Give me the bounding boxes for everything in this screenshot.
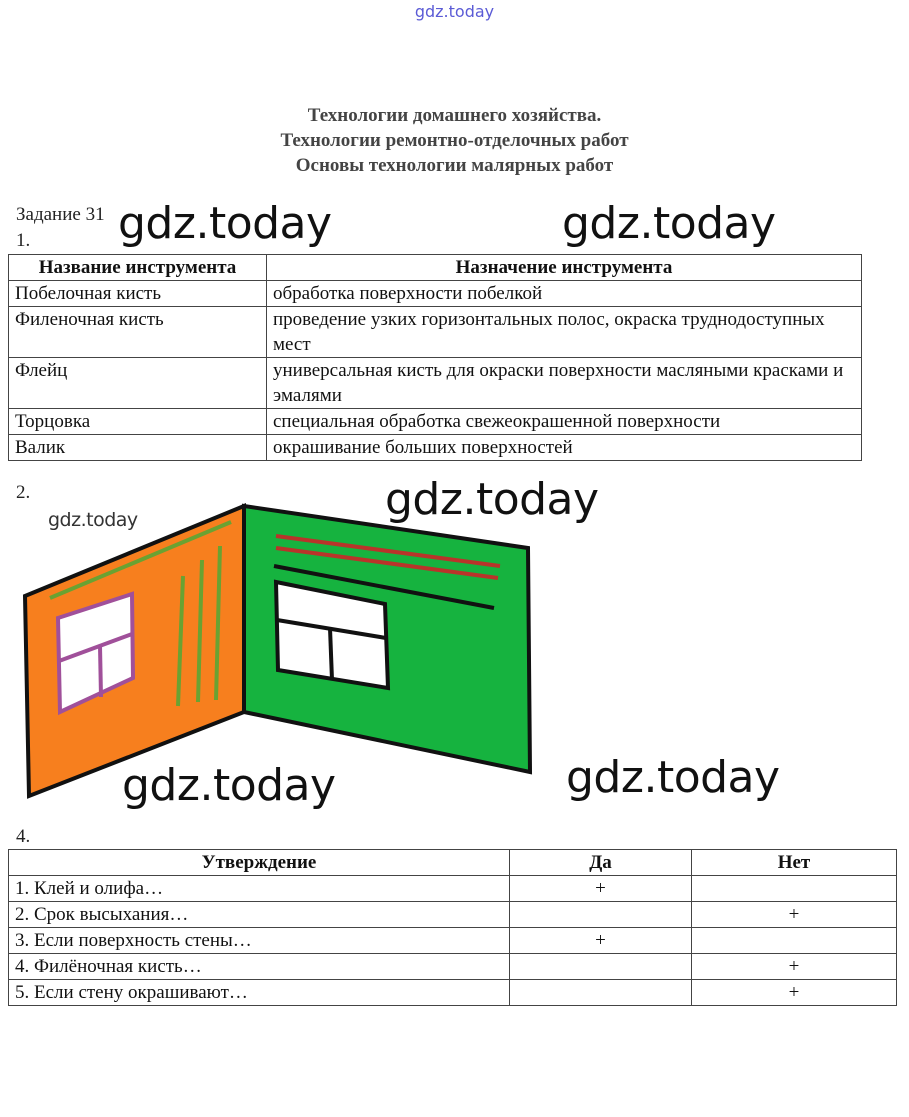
table-row bbox=[9, 435, 862, 461]
tool-name: Валик bbox=[9, 435, 267, 461]
section-1-label: 1. bbox=[16, 230, 31, 251]
statement-text: 1. Клей и олифа… bbox=[9, 876, 510, 902]
table-row bbox=[9, 409, 862, 435]
table-row bbox=[9, 358, 862, 409]
column-header: Да bbox=[510, 850, 692, 876]
no-mark: + bbox=[692, 902, 897, 928]
no-mark: + bbox=[692, 980, 897, 1006]
watermark: gdz.today bbox=[566, 752, 780, 803]
statement-text: 2. Срок высыхания… bbox=[9, 902, 510, 928]
statements-table bbox=[8, 849, 897, 1006]
section-2-label: 2. bbox=[16, 482, 31, 503]
statement-text: 4. Филёночная кисть… bbox=[9, 954, 510, 980]
no-mark bbox=[692, 876, 897, 902]
watermark: gdz.today bbox=[385, 474, 599, 525]
page-titles bbox=[0, 103, 909, 178]
tool-purpose: специальная обработка свежеокрашенной поверхности bbox=[267, 409, 862, 435]
tool-purpose: окрашивание больших поверхностей bbox=[267, 435, 862, 461]
no-mark: + bbox=[692, 954, 897, 980]
table-row bbox=[9, 980, 897, 1006]
task-label: Задание 31 bbox=[16, 204, 105, 225]
table-row bbox=[9, 928, 897, 954]
section-4-label: 4. bbox=[16, 826, 31, 847]
statement-text: 3. Если поверхность стены… bbox=[9, 928, 510, 954]
table-row bbox=[9, 281, 862, 307]
tool-purpose: обработка поверхности побелкой bbox=[267, 281, 862, 307]
watermark: gdz.today bbox=[48, 509, 138, 531]
table-row bbox=[9, 876, 897, 902]
no-mark bbox=[692, 928, 897, 954]
yes-mark: + bbox=[510, 876, 692, 902]
site-watermark-top: gdz.today bbox=[414, 2, 495, 21]
tools-table bbox=[8, 254, 862, 461]
table-header-row bbox=[9, 850, 897, 876]
title-line-1: Технологии домашнего хозяйства. bbox=[307, 105, 602, 126]
tool-purpose: универсальная кисть для окраски поверхности масляными красками и эмалями bbox=[267, 358, 862, 409]
table-row bbox=[9, 954, 897, 980]
tool-purpose: проведение узких горизонтальных полос, окраска труднодоступных мест bbox=[267, 307, 862, 358]
title-line-2: Технологии ремонтно-отделочных работ bbox=[280, 130, 629, 151]
watermark: gdz.today bbox=[562, 198, 776, 249]
column-header: Утверждение bbox=[9, 850, 510, 876]
table-row bbox=[9, 307, 862, 358]
yes-mark: + bbox=[510, 928, 692, 954]
table-header-row bbox=[9, 255, 862, 281]
watermark: gdz.today bbox=[118, 198, 332, 249]
statement-text: 5. Если стену окрашивают… bbox=[9, 980, 510, 1006]
column-header: Нет bbox=[692, 850, 897, 876]
yes-mark bbox=[510, 980, 692, 1006]
watermark: gdz.today bbox=[122, 760, 336, 811]
title-line-3: Основы технологии малярных работ bbox=[295, 155, 614, 176]
yes-mark bbox=[510, 954, 692, 980]
table-row bbox=[9, 902, 897, 928]
wall-painting-illustration bbox=[20, 500, 540, 800]
tool-name: Флейц bbox=[9, 358, 267, 409]
tool-name: Филеночная кисть bbox=[9, 307, 267, 358]
column-header: Название инструмента bbox=[9, 255, 267, 281]
tool-name: Торцовка bbox=[9, 409, 267, 435]
yes-mark bbox=[510, 902, 692, 928]
column-header: Назначение инструмента bbox=[267, 255, 862, 281]
tool-name: Побелочная кисть bbox=[9, 281, 267, 307]
